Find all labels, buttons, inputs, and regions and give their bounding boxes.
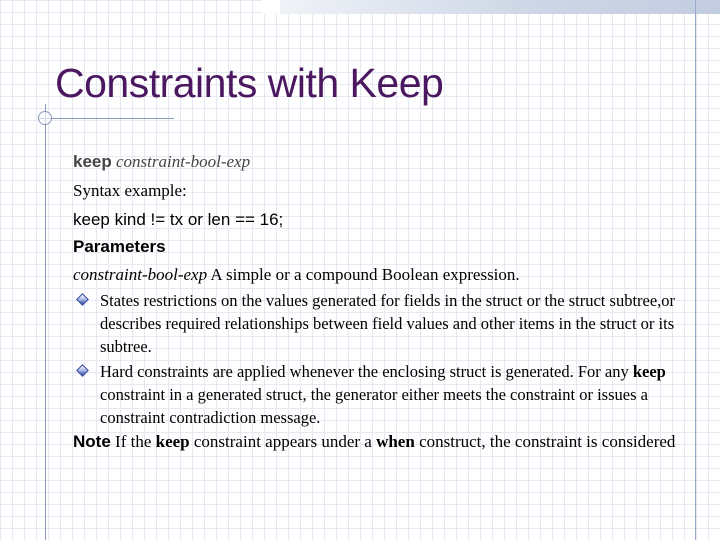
bullet-text: States restrictions on the values generated for fields in the struct or the struct subtree,or describes required relationships between field values and other items in the struct or its subtree. bbox=[100, 291, 676, 356]
syntax-line bbox=[73, 150, 693, 174]
note-keyword: when bbox=[376, 432, 415, 451]
bullet-text-part: constraint in a generated struct, the generator either meets the constraint or issues a constraint contradiction message. bbox=[100, 385, 648, 427]
bullet-text-part: Hard constraints are applied whenever the enclosing struct is generated. For any bbox=[100, 362, 633, 381]
example-code: keep kind != tx or len == 16; bbox=[73, 210, 284, 229]
list-item bbox=[73, 360, 693, 429]
note-text-part: constraint appears under a bbox=[189, 432, 377, 451]
diamond-bullet-icon bbox=[76, 293, 89, 306]
list-item bbox=[73, 289, 693, 358]
decorative-vertical-rule bbox=[695, 0, 696, 540]
syntax-argument: constraint-bool-exp bbox=[116, 152, 251, 171]
bullet-keyword: keep bbox=[632, 362, 666, 381]
note-keyword: keep bbox=[155, 432, 190, 451]
parameter-description: A simple or a compound Boolean expression. bbox=[210, 265, 520, 284]
header-band-notch bbox=[262, 0, 280, 14]
syntax-example-label: Syntax example: bbox=[73, 181, 187, 200]
parameter-row bbox=[73, 263, 693, 287]
header-band bbox=[262, 0, 720, 14]
note-text-part: construct, the constraint is considered bbox=[414, 432, 676, 451]
slide-title: Constraints with Keep bbox=[55, 60, 444, 106]
note-paragraph bbox=[73, 431, 693, 453]
slide-body bbox=[73, 150, 693, 453]
syntax-keyword: keep bbox=[73, 152, 112, 171]
crosshair-icon bbox=[38, 111, 52, 125]
parameters-heading: Parameters bbox=[73, 237, 166, 256]
note-text-part: If the bbox=[110, 432, 156, 451]
title-underline-rule bbox=[38, 118, 174, 119]
diamond-bullet-icon bbox=[76, 364, 89, 377]
left-vertical-rule bbox=[45, 104, 46, 540]
note-label: Note bbox=[73, 432, 111, 451]
parameter-name: constraint-bool-exp bbox=[73, 265, 208, 284]
